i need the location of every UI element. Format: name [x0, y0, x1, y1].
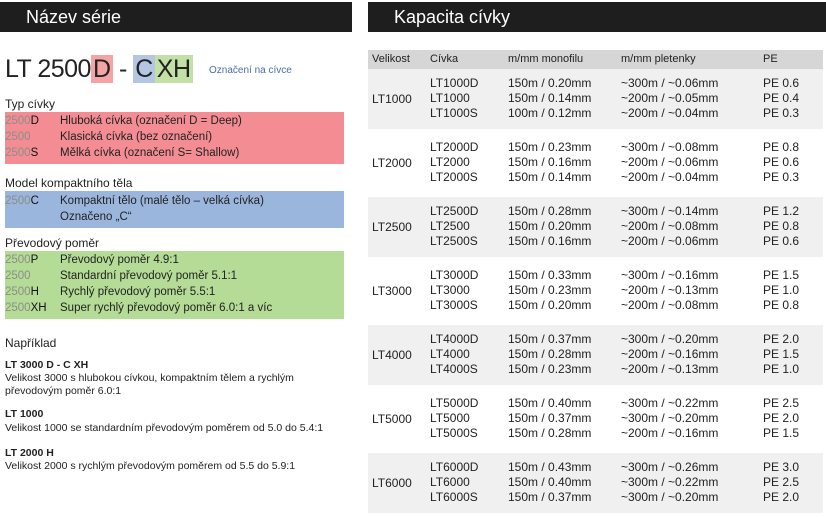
- size-cell: LT5000: [372, 412, 412, 426]
- pe-cell: PE 0.6: [763, 76, 800, 90]
- pe-cell: PE 3.0: [763, 460, 800, 474]
- spool-cell: LT4000: [430, 347, 470, 361]
- series-c-suffix: C: [135, 55, 153, 83]
- spool-cell: LT6000D: [430, 460, 479, 474]
- prevod-row: [5, 268, 344, 284]
- prevod-code-suffix: H: [30, 286, 39, 298]
- spool-cell: LT6000: [430, 475, 470, 489]
- size-group: [368, 69, 823, 133]
- table-row: [368, 268, 823, 283]
- pe-cell: PE 1.0: [763, 283, 800, 297]
- table-row: [368, 298, 823, 313]
- spool-cell: LT1000S: [430, 106, 478, 120]
- example-text: Velikost 1000 se standardním převodovým poměrem od 5.0 do 5.4:1: [5, 422, 324, 434]
- header-mono: m/mm monofilu: [508, 53, 584, 65]
- size-cell: LT1000: [372, 92, 412, 106]
- mono-cell: 150m / 0.37mm: [508, 332, 592, 346]
- typ-desc: Hluboká cívka (označení D = Deep): [60, 115, 242, 127]
- model-box: [5, 191, 344, 228]
- spool-cell: LT3000S: [430, 298, 478, 312]
- spool-cell: LT2000S: [430, 170, 478, 184]
- mono-cell: 150m / 0.23mm: [508, 362, 592, 376]
- pe-cell: PE 0.8: [763, 298, 800, 312]
- series-dash: -: [118, 55, 127, 83]
- example-text: Velikost 2000 s rychlým převodovým poměrem od 5.5 do 5.9:1: [5, 460, 296, 472]
- model-desc: Označeno „C“: [60, 211, 132, 223]
- pe-cell: PE 2.0: [763, 332, 800, 346]
- table-row: [368, 76, 823, 91]
- mono-cell: 150m / 0.28mm: [508, 426, 592, 440]
- size-group: [368, 197, 823, 261]
- braid-cell: ~200m / ~0.04mm: [621, 106, 719, 120]
- table-row: [368, 332, 823, 347]
- pe-cell: PE 0.4: [763, 91, 800, 105]
- pe-cell: PE 0.3: [763, 106, 800, 120]
- series-prefix: LT 2500: [5, 55, 91, 83]
- model-title: Model kompaktního těla: [5, 176, 133, 190]
- braid-cell: ~300m / ~0.14mm: [621, 204, 719, 218]
- example-text: Velikost 3000 s hlubokou cívkou, kompaktním tělem a rychlým převodovým poměr 6.0:1: [5, 372, 294, 397]
- prevod-box: [5, 251, 344, 319]
- mono-cell: 150m / 0.20mm: [508, 76, 592, 90]
- table-row: [368, 140, 823, 155]
- example-name: LT 3000 D - C XH: [5, 359, 89, 371]
- size-cell: LT4000: [372, 348, 412, 362]
- mono-cell: 150m / 0.14mm: [508, 170, 592, 184]
- mono-cell: 150m / 0.16mm: [508, 234, 592, 248]
- table-row: [368, 234, 823, 249]
- spool-cell: LT2500S: [430, 234, 478, 248]
- braid-cell: ~200m / ~0.13mm: [621, 283, 719, 297]
- spool-cell: LT6000S: [430, 490, 478, 504]
- typ-row: [5, 113, 344, 129]
- braid-cell: ~300m / ~0.26mm: [621, 460, 719, 474]
- table-row: [368, 411, 823, 426]
- table-row: [368, 362, 823, 377]
- prevod-code-num: 2500: [5, 254, 31, 266]
- typ-desc: Mělká cívka (označení S= Shallow): [60, 147, 240, 159]
- pe-cell: PE 2.0: [763, 490, 800, 504]
- braid-cell: ~200m / ~0.16mm: [621, 426, 719, 440]
- mono-cell: 150m / 0.16mm: [508, 155, 592, 169]
- size-group: [368, 453, 823, 517]
- size-cell: LT6000: [372, 476, 412, 490]
- typ-code-num: 2500: [5, 147, 31, 159]
- spool-cell: LT2000: [430, 155, 470, 169]
- table-row: [368, 490, 823, 505]
- spool-capacity-header: Kapacita cívky: [368, 2, 826, 32]
- spool-cell: LT5000D: [430, 396, 479, 410]
- prevod-code-suffix: XH: [30, 302, 47, 314]
- mono-cell: 150m / 0.43mm: [508, 460, 592, 474]
- pe-cell: PE 0.8: [763, 140, 800, 154]
- size-group: [368, 261, 823, 325]
- typ-code-suffix: D: [30, 115, 39, 127]
- pe-cell: PE 0.3: [763, 170, 800, 184]
- prevod-desc: Super rychlý převodový poměr 6.0:1 a víc: [60, 302, 273, 314]
- braid-cell: ~300m / ~0.08mm: [621, 140, 719, 154]
- prevod-code-num: 2500: [5, 270, 31, 282]
- model-code-suffix: C: [30, 195, 39, 207]
- size-cell: LT3000: [372, 284, 412, 298]
- spool-cell: LT3000: [430, 283, 470, 297]
- mono-cell: 150m / 0.20mm: [508, 219, 592, 233]
- braid-cell: ~300m / ~0.22mm: [621, 396, 719, 410]
- typ-row: [5, 129, 344, 145]
- spool-cell: LT5000: [430, 411, 470, 425]
- examples-title: Například: [5, 336, 57, 350]
- header-pe: PE: [763, 53, 778, 65]
- mono-cell: 150m / 0.23mm: [508, 140, 592, 154]
- header-braid: m/mm pletenky: [621, 53, 696, 65]
- table-row: [368, 460, 823, 475]
- model-row: [5, 209, 344, 225]
- example-name: LT 1000: [5, 408, 44, 420]
- spool-cell: LT1000D: [430, 76, 479, 90]
- model-code-num: 2500: [5, 195, 31, 207]
- pe-cell: PE 0.6: [763, 155, 800, 169]
- mono-cell: 100m / 0.12mm: [508, 106, 592, 120]
- mono-cell: 150m / 0.37mm: [508, 490, 592, 504]
- braid-cell: ~300m / ~0.16mm: [621, 268, 719, 282]
- table-header-row: [368, 50, 823, 69]
- prevod-code-num: 2500: [5, 286, 31, 298]
- prevod-desc: Rychlý převodový poměr 5.5:1: [60, 286, 216, 298]
- pe-cell: PE 2.5: [763, 475, 800, 489]
- size-group: [368, 133, 823, 197]
- series-xh-suffix: XH: [156, 55, 191, 83]
- spool-cell: LT1000: [430, 91, 470, 105]
- model-row: [5, 193, 344, 209]
- braid-cell: ~200m / ~0.05mm: [621, 91, 719, 105]
- mono-cell: 150m / 0.37mm: [508, 411, 592, 425]
- spool-cell: LT4000S: [430, 362, 478, 376]
- pe-cell: PE 1.5: [763, 426, 800, 440]
- table-row: [368, 170, 823, 185]
- braid-cell: ~200m / ~0.04mm: [621, 170, 719, 184]
- table-row: [368, 475, 823, 490]
- spool-cell: LT4000D: [430, 332, 479, 346]
- mono-cell: 150m / 0.28mm: [508, 204, 592, 218]
- table-row: [368, 106, 823, 121]
- mono-cell: 150m / 0.14mm: [508, 91, 592, 105]
- spool-cell: LT2000D: [430, 140, 479, 154]
- table-row: [368, 396, 823, 411]
- braid-cell: ~300m / ~0.20mm: [621, 332, 719, 346]
- typ-desc: Klasická cívka (bez označení): [60, 131, 213, 143]
- prevod-desc: Standardní převodový poměr 5.1:1: [60, 270, 238, 282]
- prevod-row: [5, 284, 344, 300]
- prevod-code-suffix: P: [30, 254, 39, 266]
- spool-cell: LT2500: [430, 219, 470, 233]
- table-row: [368, 91, 823, 106]
- pe-cell: PE 1.5: [763, 347, 800, 361]
- table-row: [368, 219, 823, 234]
- pe-cell: PE 0.8: [763, 219, 800, 233]
- capacity-table: [368, 50, 823, 517]
- size-cell: LT2500: [372, 220, 412, 234]
- pe-cell: PE 0.6: [763, 234, 800, 248]
- prevod-row: [5, 300, 344, 316]
- prevod-title: Převodový poměr: [5, 236, 100, 250]
- braid-cell: ~200m / ~0.13mm: [621, 362, 719, 376]
- table-row: [368, 283, 823, 298]
- braid-cell: ~300m / ~0.22mm: [621, 475, 719, 489]
- typ-box: [5, 112, 344, 164]
- typ-title: Typ cívky: [5, 97, 56, 111]
- typ-code-num: 2500: [5, 131, 31, 143]
- braid-cell: ~200m / ~0.06mm: [621, 234, 719, 248]
- typ-row: [5, 145, 344, 161]
- braid-cell: ~300m / ~0.06mm: [621, 76, 719, 90]
- mono-cell: 150m / 0.23mm: [508, 283, 592, 297]
- table-row: [368, 155, 823, 170]
- mono-cell: 150m / 0.40mm: [508, 475, 592, 489]
- prevod-desc: Převodový poměr 4.9:1: [60, 254, 179, 266]
- braid-cell: ~200m / ~0.06mm: [621, 155, 719, 169]
- pe-cell: PE 1.2: [763, 204, 800, 218]
- pe-cell: PE 1.5: [763, 268, 800, 282]
- series-note: Označení na cívce: [208, 65, 292, 76]
- pe-cell: PE 2.5: [763, 396, 800, 410]
- typ-code-num: 2500: [5, 115, 31, 127]
- mono-cell: 150m / 0.20mm: [508, 298, 592, 312]
- braid-cell: ~300m / ~0.20mm: [621, 490, 719, 504]
- pe-cell: PE 1.0: [763, 362, 800, 376]
- series-name-header: Název série: [0, 2, 352, 32]
- pe-cell: PE 2.0: [763, 411, 800, 425]
- spool-cell: LT3000D: [430, 268, 479, 282]
- braid-cell: ~200m / ~0.16mm: [621, 347, 719, 361]
- spool-cell: LT2500D: [430, 204, 479, 218]
- size-cell: LT2000: [372, 156, 412, 170]
- braid-cell: ~200m / ~0.08mm: [621, 298, 719, 312]
- mono-cell: 150m / 0.28mm: [508, 347, 592, 361]
- header-size: Velikost: [372, 53, 410, 65]
- spool-cell: LT5000S: [430, 426, 478, 440]
- header-spool: Cívka: [430, 53, 459, 65]
- table-row: [368, 426, 823, 441]
- model-desc: Kompaktní tělo (malé tělo – velká cívka): [60, 195, 264, 207]
- series-designation: [5, 55, 292, 84]
- series-d-suffix: D: [92, 55, 111, 83]
- mono-cell: 150m / 0.40mm: [508, 396, 592, 410]
- table-row: [368, 204, 823, 219]
- prevod-code-num: 2500: [5, 302, 31, 314]
- braid-cell: ~200m / ~0.08mm: [621, 219, 719, 233]
- example-name: LT 2000 H: [5, 447, 54, 459]
- prevod-row: [5, 252, 344, 268]
- mono-cell: 150m / 0.33mm: [508, 268, 592, 282]
- size-group: [368, 389, 823, 453]
- braid-cell: ~300m / ~0.20mm: [621, 411, 719, 425]
- typ-code-suffix: S: [30, 147, 39, 159]
- size-group: [368, 325, 823, 389]
- table-row: [368, 347, 823, 362]
